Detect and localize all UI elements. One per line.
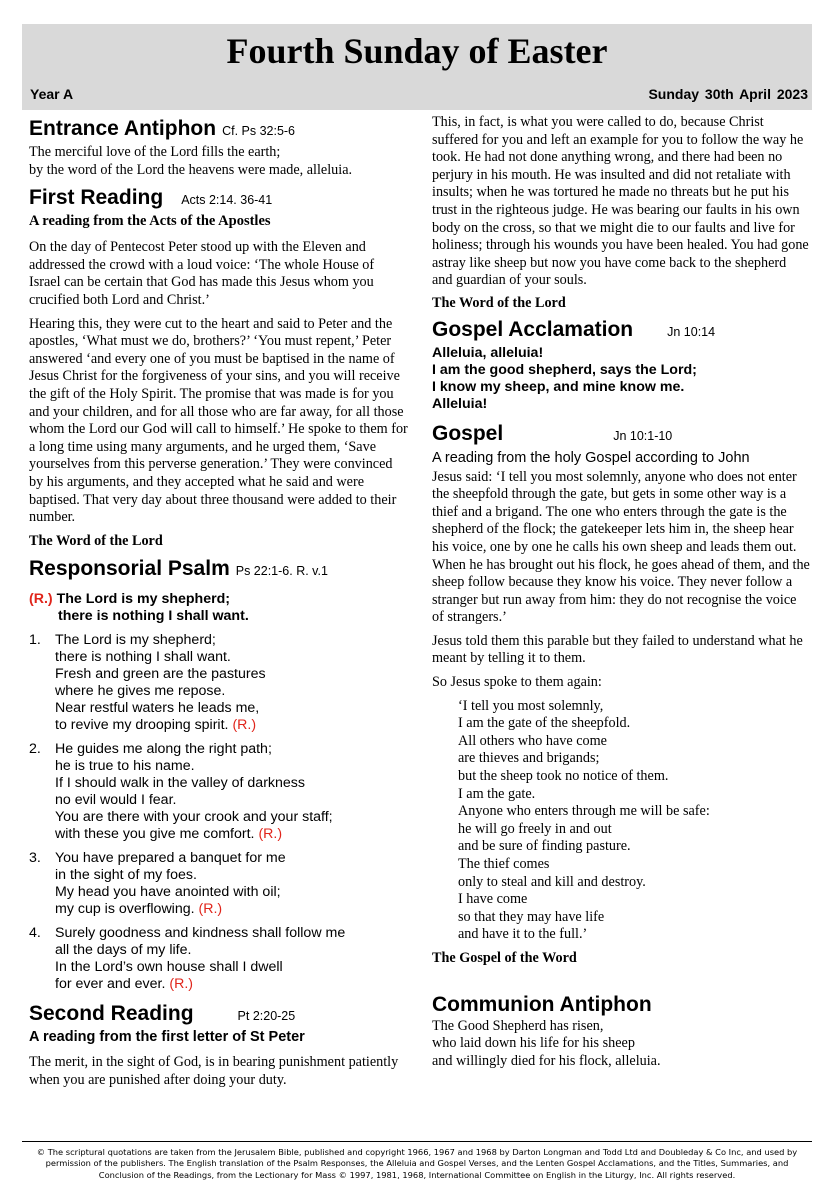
scripture-reference: Acts 2:14. 36-41	[181, 193, 273, 208]
communion-antiphon	[432, 992, 810, 1071]
reading-closing: The Gospel of the Word	[432, 949, 577, 966]
antiphon-text: The merciful love of the Lord fills the earth; by the word of the Lord the heavens were made, alleluia.	[29, 144, 353, 178]
gospel-verse: ‘I tell you most solemnly, I am the gate of the sheepfold. All others who have come are thieves and brigands; but the sheep took no notice of them. I am the gate. Anyone who enters through me will be safe: he will go freely in and out and be sure of finding pasture. The thief comes only to steal and kill and destroy. I have come so that they may have life and have it to the full.’	[458, 697, 710, 943]
reading-paragraph: Jesus said: ‘I tell you most solemnly, anyone who does not enter the sheepfold through the gate, but gets in some other way is a thief and a brigand. The one who enters through the gate is the shepherd of the flock; the gatekeeper lets him in, the sheep hear his voice, one by one he calls his own sheep and leads them out. When he has brought out his flock, he goes ahead of them, and the sheep follow because they know his voice. They never follow a stranger but run away from him: they do not recognise the voice of strangers.’	[432, 468, 810, 626]
reading-subtitle: A reading from the first letter of St Peter	[29, 1029, 305, 1046]
entrance-antiphon	[29, 116, 409, 179]
response-marker: (R.)	[169, 976, 194, 993]
reading-paragraph: So Jesus spoke to them again:	[432, 674, 602, 691]
psalm-stanza: 3. You have prepared a banquet for me in the sight of my foes. My head you have anointed with oil; my cup is overflowing. (R.)	[29, 850, 286, 918]
reading-subtitle: A reading from the Acts of the Apostles	[29, 213, 271, 230]
response-marker: (R.)	[258, 826, 283, 843]
scripture-reference: Pt 2:20-25	[237, 1009, 296, 1024]
reading-paragraph: The merit, in the sight of God, is in bearing punishment patiently when you are punished after doing your duty.	[29, 1054, 399, 1088]
first-reading	[29, 185, 409, 550]
section-heading: Entrance Antiphon Cf. Ps 32:5-6	[29, 117, 296, 140]
reading-subtitle: A reading from the holy Gospel according to John	[432, 449, 750, 466]
psalm-stanza: 4. Surely goodness and kindness shall follow me all the days of my life. In the Lord’s own house shall I dwell for ever and ever. (R.)	[29, 925, 346, 993]
gospel-acclamation	[432, 317, 810, 413]
response-marker: (R.)	[29, 591, 53, 608]
left-column	[29, 116, 409, 1089]
scripture-reference: Jn 10:1-10	[613, 428, 673, 443]
section-heading: Second Reading Pt 2:20-25	[29, 1002, 296, 1026]
psalm-stanza: 1. The Lord is my shepherd; there is nothing I shall want. Fresh and green are the pastures where he gives me repose. Near restful waters he leads me, to revive my drooping spirit. (R.)	[29, 632, 266, 734]
reading-paragraph: Hearing this, they were cut to the heart and said to Peter and the apostles, ‘What must we do, brothers?’ ‘You must repent,’ Peter answered ‘and every one of you must be baptised in the name of Jesus Christ for the forgiveness of your sins, and you will receive the gift of the Holy Spirit. The promise that was made is for you and your children, and for all those who are far away, for all those whom the Lord our God will call to himself.’ He spoke to them for a long time using many arguments, and he urged them, ‘Save yourselves from this perverse generation.’ They were convinced by his arguments, and they accepted what he said and were baptised. That very day about three thousand were added to their number.	[29, 315, 408, 526]
page-title: Fourth Sunday of Easter	[226, 31, 608, 71]
scripture-reference: Cf. Ps 32:5-6	[222, 124, 296, 138]
section-heading: Communion Antiphon	[432, 992, 652, 1016]
second-reading	[29, 1001, 409, 1089]
psalm-stanza: 2. He guides me along the right path; he is true to his name. If I should walk in the valley of darkness no evil would I fear. You are there with your crook and your staff; with these you give me comfort. (R.)	[29, 741, 333, 843]
reading-closing: The Word of the Lord	[432, 294, 566, 311]
response-marker: (R.)	[232, 717, 257, 734]
reading-paragraph: This, in fact, is what you were called to do, because Christ suffered for you and left an example for you to follow the way he took. He had not done anything wrong, and there had been no perjury in his mouth. He was insulted and did not retaliate with insults; when he was tortured he made no threats but he put his trust in the righteous judge. He was bearing our faults in his own body on the cross, so that we might die to our faults and live for holiness; through his wounds you have been healed. You had gone astray like sheep but now you have come back to the shepherd and guardian of your souls.	[432, 114, 809, 289]
section-heading: Gospel Acclamation Jn 10:14	[432, 317, 716, 341]
header-banner	[22, 24, 812, 110]
acclamation-text: Alleluia, alleluia! I am the good shepherd, says the Lord; I know my sheep, and mine know me. Alleluia!	[432, 344, 697, 412]
gospel	[432, 421, 810, 968]
scripture-reference: Jn 10:14	[667, 324, 716, 339]
copyright-notice: © The scriptural quotations are taken from the Jerusalem Bible, published and copyright 1966, 1967 and 1968 by Darton Longman and Todd Ltd and Doubleday & Co Inc, and used by permission of the publishers. The English translation of the Psalm Responses, the Alleluia and Gospel Verses, and the Lenten Gospel Acclamations, and the Titles, Summaries, and Conclusion of the Readings, from the Lectionary for Mass © 1997, 1981, 1968, International Committee on English in the Liturgy, Inc. All rights reserved.	[36, 1147, 798, 1180]
celebration-date: Sunday 30th April 2023	[648, 86, 808, 102]
scripture-reference: Ps 22:1-6. R. v.1	[235, 564, 328, 579]
psalm-response: (R.) The Lord is my shepherd; there is nothing I shall want.	[29, 591, 249, 625]
reading-closing: The Word of the Lord	[29, 532, 163, 549]
reading-paragraph: On the day of Pentecost Peter stood up with the Eleven and addressed the crowd with a loud voice: ‘The whole House of Israel can be certain that God has made this Jesus whom you crucified both Lord and Christ.’	[29, 239, 375, 308]
section-heading: First Reading Acts 2:14. 36-41	[29, 186, 273, 210]
reading-paragraph: Jesus told them this parable but they failed to understand what he meant by telling it to them.	[432, 632, 803, 667]
section-heading: Gospel Jn 10:1-10	[432, 421, 673, 445]
liturgical-year: Year A	[30, 86, 74, 102]
right-column	[432, 114, 810, 1070]
footer-divider	[22, 1141, 812, 1142]
section-heading: Responsorial Psalm Ps 22:1-6. R. v.1	[29, 557, 328, 581]
response-marker: (R.)	[198, 901, 223, 918]
responsorial-psalm	[29, 556, 409, 993]
antiphon-text: The Good Shepherd has risen, who laid down his life for his sheep and willingly died for his flock, alleluia.	[432, 1017, 661, 1069]
